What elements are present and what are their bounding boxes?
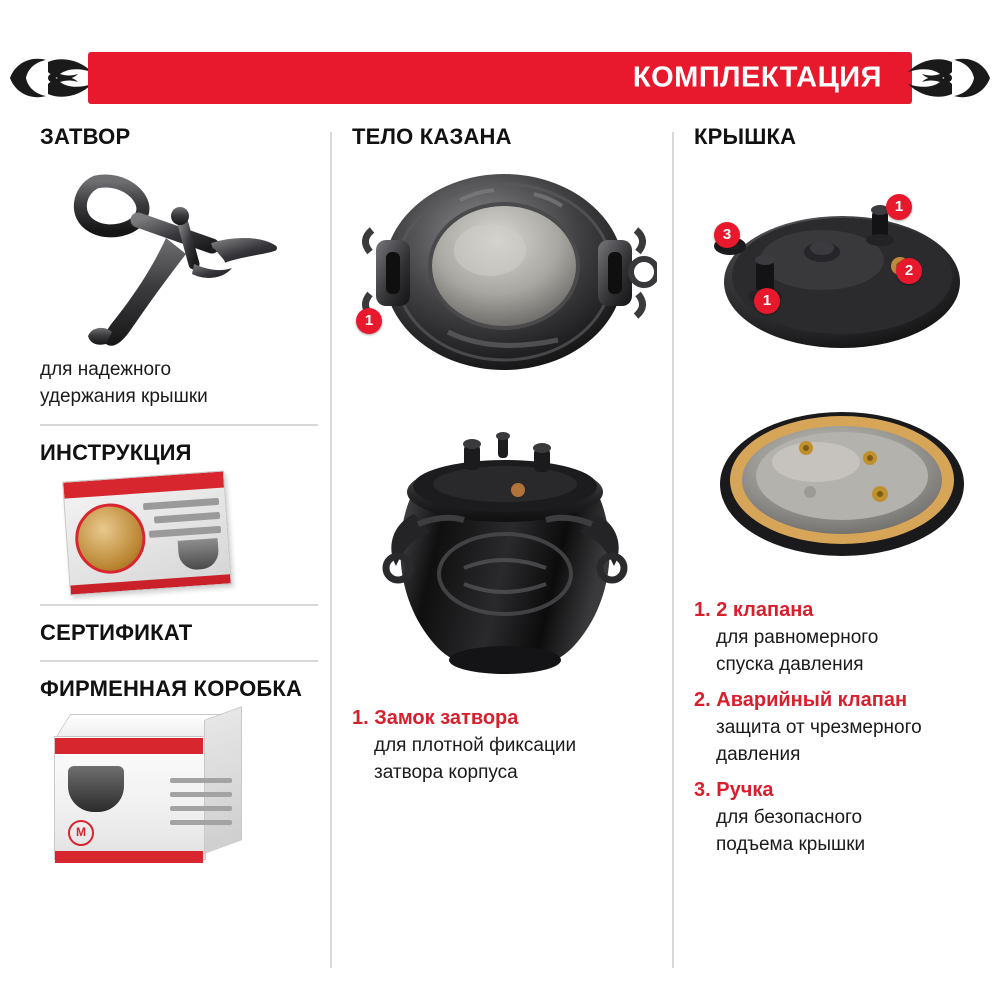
legend-desc-line1: для плотной фиксации — [374, 735, 577, 756]
legend-item — [694, 596, 984, 678]
middle-column — [352, 124, 657, 794]
legend-desc-line1: для равномерного — [716, 627, 879, 648]
kazan-body-top-view-image — [352, 154, 657, 384]
legend-number: 1. — [694, 599, 711, 621]
kazan-body-assembled-image — [352, 398, 657, 698]
badge-emergency-valve: 2 — [896, 258, 922, 284]
badge-handle: 3 — [714, 222, 740, 248]
legend-head — [694, 686, 984, 714]
legend-item — [352, 704, 657, 786]
instruction-booklet-image — [62, 470, 232, 595]
booklet-text-line — [143, 498, 219, 510]
legend-title: Замок затвора — [374, 707, 519, 729]
left-column — [40, 124, 318, 864]
divider-after-instruction — [40, 604, 318, 606]
box-red-stripe — [55, 738, 203, 754]
legend-head — [352, 704, 657, 732]
box-bottom-stripe — [55, 851, 203, 863]
legend-title: Аварийный клапан — [716, 689, 908, 711]
section-title-certificate: СЕРТИФИКАТ — [40, 620, 193, 645]
legend-head — [694, 776, 984, 804]
box-text-line — [170, 778, 232, 783]
legend-title: 2 клапана — [716, 599, 814, 621]
badge-latch-lock: 1 — [356, 308, 382, 334]
section-title-instruction: ИНСТРУКЦИЯ — [40, 440, 192, 465]
booklet-top-band — [63, 472, 224, 499]
branded-box-image — [54, 714, 244, 864]
content-columns — [0, 124, 1000, 1000]
section-title-latch: ЗАТВОР — [40, 124, 131, 149]
ornament-flourish-right-icon — [902, 50, 994, 106]
divider-after-latch — [40, 424, 318, 426]
booklet-text-line — [154, 512, 220, 524]
column-divider-left — [330, 132, 332, 968]
legend-desc-line1: защита от чрезмерного — [716, 717, 922, 738]
legend-desc-line1: для безопасного — [716, 807, 863, 828]
right-column — [694, 124, 984, 866]
legend-number: 1. — [352, 707, 369, 729]
header-red-bar — [88, 52, 912, 104]
section-certificate — [40, 620, 318, 646]
right-legend — [694, 596, 984, 858]
badge-valve-one: 1 — [886, 194, 912, 220]
legend-desc-line2: затвора корпуса — [374, 762, 518, 783]
box-text-line — [170, 806, 232, 811]
box-size-badge: M — [68, 820, 94, 846]
latch-illustration — [40, 156, 318, 356]
legend-desc-line2: давления — [716, 744, 801, 765]
page-title: КОМПЛЕКТАЦИЯ — [632, 61, 882, 94]
legend-number: 2. — [694, 689, 711, 711]
middle-legend — [352, 704, 657, 786]
lid-top-view-image — [694, 154, 984, 374]
section-box — [40, 676, 318, 864]
header-banner — [0, 42, 1000, 114]
section-title-kazan-body: ТЕЛО КАЗАНА — [352, 124, 512, 149]
legend-item — [694, 686, 984, 768]
latch-caption-line1: для надежного — [40, 359, 172, 380]
section-title-lid: КРЫШКА — [694, 124, 797, 149]
box-product-photo — [68, 766, 124, 812]
booklet-circle-photo — [73, 501, 148, 576]
latch-caption-line2: удержания крышки — [40, 386, 208, 407]
section-title-box: ФИРМЕННАЯ КОРОБКА — [40, 676, 303, 701]
legend-desc-line2: спуска давления — [716, 654, 864, 675]
booklet-pot-photo — [178, 538, 220, 571]
box-text-line — [170, 792, 232, 797]
legend-desc-line2: подъема крышки — [716, 834, 866, 855]
legend-head — [694, 596, 984, 624]
legend-item — [694, 776, 984, 858]
booklet-text-line — [149, 526, 221, 538]
legend-number: 3. — [694, 779, 711, 801]
booklet-bottom-band — [70, 574, 230, 594]
section-instruction — [40, 440, 318, 590]
divider-after-certificate — [40, 660, 318, 662]
ornament-flourish-left-icon — [6, 50, 98, 106]
lid-underside-image — [694, 380, 984, 590]
section-latch — [40, 124, 318, 410]
legend-title: Ручка — [716, 779, 774, 801]
badge-valve-two: 1 — [754, 288, 780, 314]
column-divider-right — [672, 132, 674, 968]
latch-caption — [40, 356, 318, 410]
box-text-line — [170, 820, 232, 825]
